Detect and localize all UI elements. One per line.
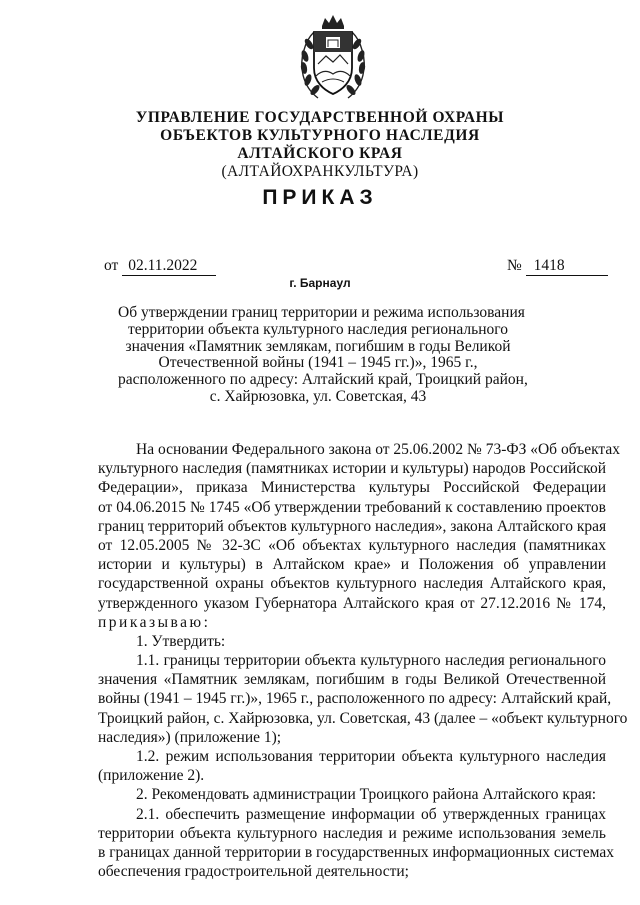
date-label: от <box>104 257 119 274</box>
header-org-line-2: ОБЪЕКТОВ КУЛЬТУРНОГО НАСЛЕДИЯ <box>160 127 480 144</box>
body-line: в границах данной территории в государственных информационных системах <box>98 843 614 861</box>
body-line: наследия») (приложение 1); <box>98 728 282 746</box>
title-line: с. Хайрюзовка, ул. Советская, 43 <box>209 387 427 405</box>
order-number-line <box>507 257 608 276</box>
body-line: от 12.05.2005 № 32-ЗС «Об объектах культурного наследия (памятниках <box>98 536 606 554</box>
body-line: (приложение 2). <box>98 767 205 785</box>
body-line: войны (1941 – 1945 гг.)», 1965 г., расположенного по адресу: Алтайский край, <box>98 690 612 708</box>
body-line: значения «Памятник землякам, погибшим в годы Великой Отечественной <box>98 671 606 689</box>
header-org-line-3: АЛТАЙСКОГО КРАЯ <box>237 145 403 162</box>
number-label: № <box>507 257 522 274</box>
document-type-title: ПРИКАЗ <box>262 186 378 209</box>
title-line: Отечественной войны (1941 – 1945 гг.)», 1965 г., <box>158 354 478 372</box>
body-line: культурного наследия (памятниках истории и культуры) народов Российской <box>98 460 606 478</box>
body-line: Федерации», приказа Министерства культуры Российской Федерации <box>98 479 606 497</box>
title-line: территории объекта культурного наследия регионального <box>127 320 509 338</box>
body-line: от 04.06.2015 № 1745 «Об утверждении требований к составлению проектов <box>98 498 606 516</box>
order-title <box>118 304 528 406</box>
body-line-item-2-1: 2.1. обеспечить размещение информации об утвержденных границах <box>136 805 606 823</box>
body-line: утвержденного указом Губернатора Алтайского края от 27.12.2016 № 174, <box>98 594 606 612</box>
coat-of-arms-emblem <box>296 10 370 102</box>
body-line-item-1-1: 1.1. границы территории объекта культурного наследия регионального <box>136 652 606 670</box>
header-org-line-1: УПРАВЛЕНИЕ ГОСУДАРСТВЕННОЙ ОХРАНЫ <box>135 109 505 126</box>
body-line: На основании Федерального закона от 25.06.2002 № 73-ФЗ «Об объектах <box>136 441 621 458</box>
body-line-prikazyvayu: приказываю: <box>98 613 211 631</box>
title-line: расположенного по адресу: Алтайский край, Троицкий район, <box>118 371 528 389</box>
order-number: 1418 <box>526 257 608 276</box>
order-body <box>98 440 628 881</box>
body-line: границ территорий объектов культурного наследия», закона Алтайского края <box>98 517 607 535</box>
header-org-abbreviation: (АЛТАЙОХРАНКУЛЬТУРА) <box>221 163 419 180</box>
body-line-item-1: 1. Утвердить: <box>136 632 226 650</box>
body-line: государственной охраны объектов культурного наследия Алтайского края, <box>98 575 606 593</box>
body-line-item-1-2: 1.2. режим использования территории объекта культурного наследия <box>136 748 606 765</box>
body-line: Троицкий район, с. Хайрюзовка, ул. Советская, 43 (далее – «объект культурного <box>98 709 628 727</box>
order-date-line <box>104 257 216 276</box>
title-line: Об утверждении границ территории и режима использования <box>118 304 525 321</box>
title-line: значения «Памятник землякам, погибшим в годы Великой <box>125 337 511 355</box>
body-line: территории объекта культурного наследия и режиме использования земель <box>98 824 606 842</box>
body-line-item-2: 2. Рекомендовать администрации Троицкого района Алтайского края: <box>136 786 597 804</box>
city-name: г. Барнаул <box>289 276 351 290</box>
order-date: 02.11.2022 <box>122 257 216 276</box>
body-line: обеспечения градостроительной деятельности; <box>98 863 409 881</box>
body-line: истории и культуры) в Алтайском крае» и Положения об управлении <box>98 556 606 574</box>
